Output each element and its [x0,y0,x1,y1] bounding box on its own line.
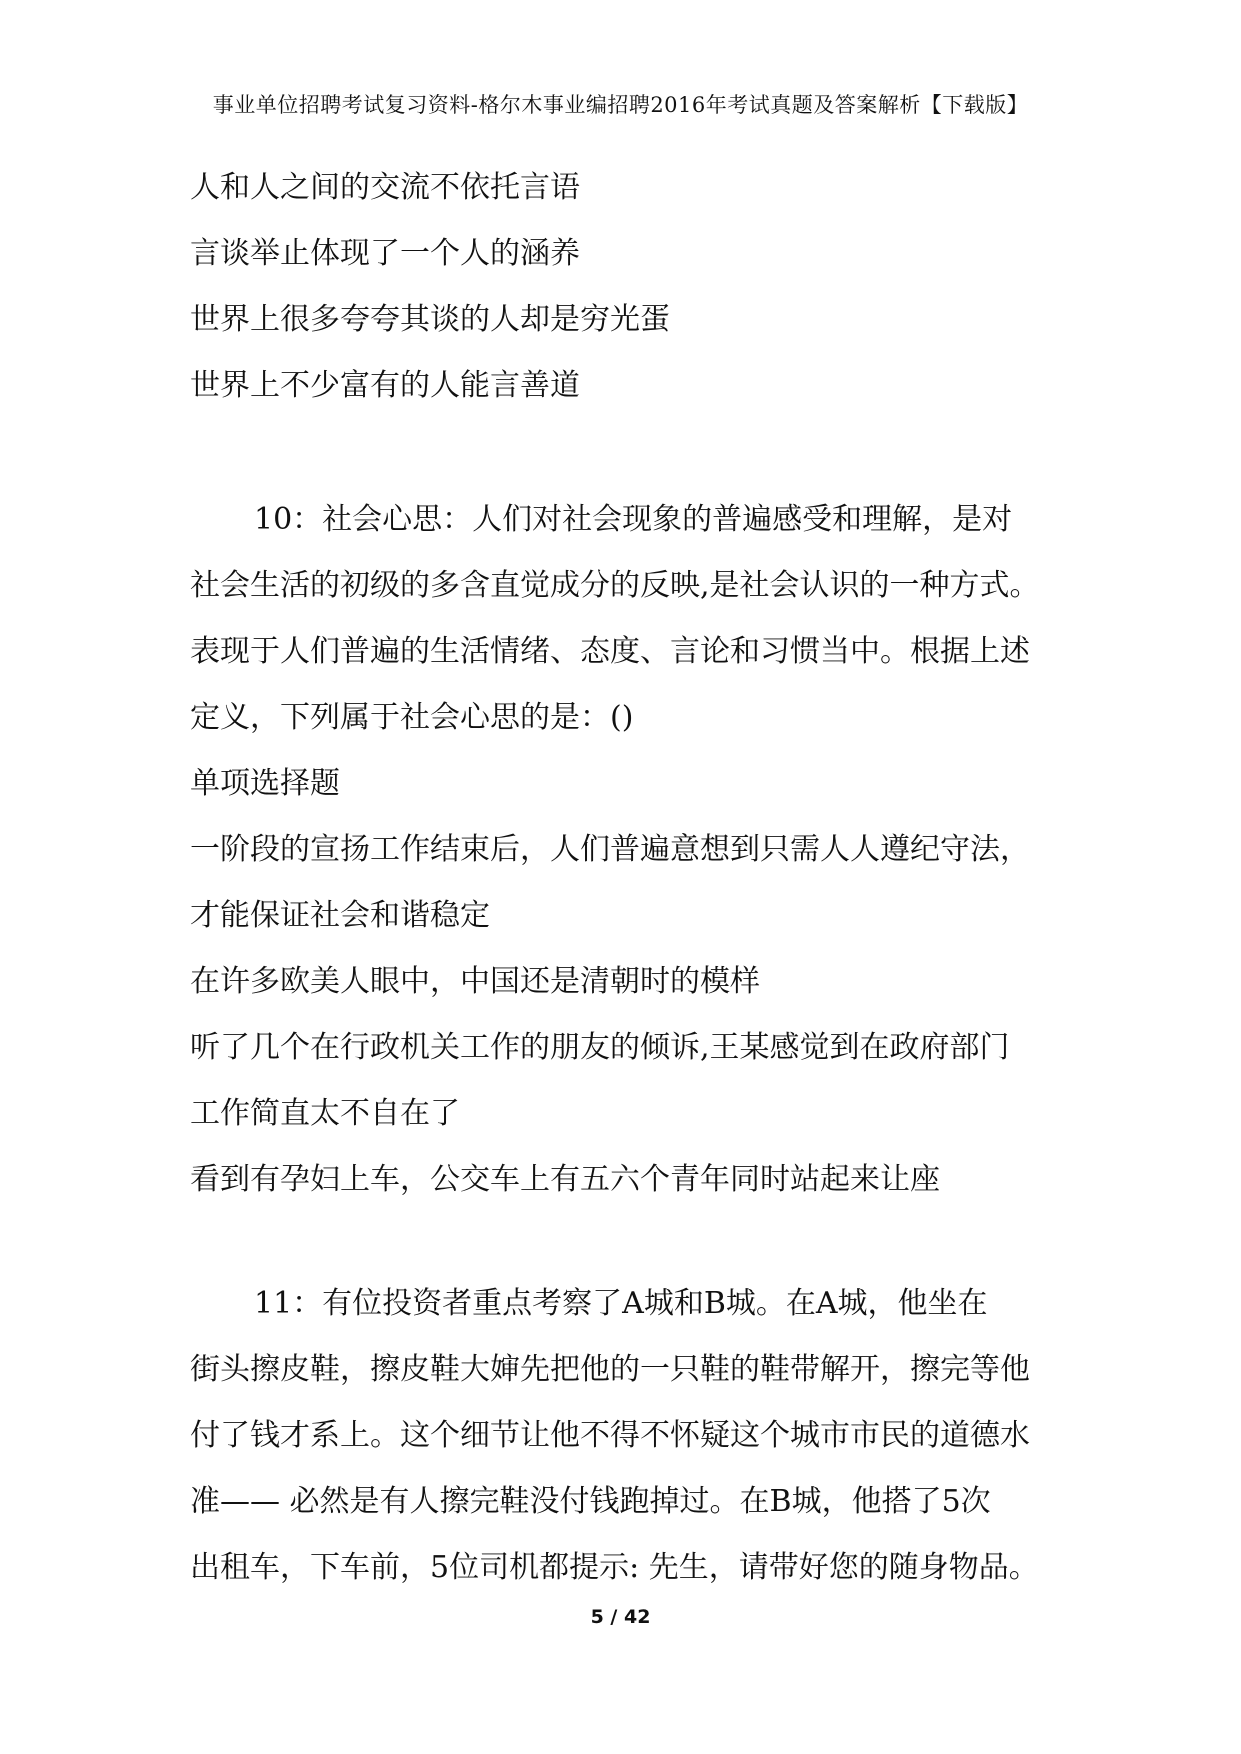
question-10 [190,487,1060,1213]
question-11 [190,1271,1060,1601]
q11-stem-line: 街头擦皮鞋，擦皮鞋大婶先把他的一只鞋的鞋带解开，擦完等他 [190,1352,1030,1387]
q11-stem-line: 出租车，下车前，5位司机都提示: 先生，请带好您的随身物品。 [190,1550,1039,1585]
q11-stem-line: 准—— 必然是有人擦完鞋没付钱跑掉过。在B城，他搭了5次 [190,1484,991,1519]
q11-stem-line: 付了钱才系上。这个细节让他不得不怀疑这个城市市民的道德水 [190,1418,1030,1453]
q10-stem-line: 社会生活的初级的多含直觉成分的反映,是社会认识的一种方式。 [190,568,1040,603]
page-header [0,90,1241,120]
q10-stem-line: 表现于人们普遍的生活情绪、态度、言论和习惯当中。根据上述 [190,634,1030,669]
option-line: 世界上很多夸夸其谈的人却是穷光蛋 [190,302,670,337]
page-number: 5 / 42 [590,1606,651,1628]
q10-question-type: 单项选择题 [190,766,340,801]
q10-option-line: 才能保证社会和谐稳定 [190,898,490,933]
q10-stem-line: 10：社会心思：人们对社会现象的普遍感受和理解，是对 [254,502,1013,537]
option-line: 言谈举止体现了一个人的涵养 [190,236,580,271]
q9-options [190,155,1060,419]
q10-option-line: 听了几个在行政机关工作的朋友的倾诉,王某感觉到在政府部门 [190,1030,1010,1065]
page-footer [0,1604,1241,1630]
q10-stem-line: 定义，下列属于社会心思的是：() [190,700,634,735]
q10-option-line: 看到有孕妇上车，公交车上有五六个青年同时站起来让座 [190,1162,940,1197]
option-line: 世界上不少富有的人能言善道 [190,368,580,403]
header-title: 事业单位招聘考试复习资料-格尔木事业编招聘2016年考试真题及答案解析【下载版】 [212,93,1029,117]
q11-stem-line: 11：有位投资者重点考察了A城和B城。在A城，他坐在 [254,1286,988,1321]
q10-option-line: 在许多欧美人眼中，中国还是清朝时的模样 [190,964,760,999]
option-line: 人和人之间的交流不依托言语 [190,170,580,205]
q10-option-line: 工作简直太不自在了 [190,1096,460,1131]
q10-option-line: 一阶段的宣扬工作结束后，人们普遍意想到只需人人遵纪守法， [190,832,1030,867]
